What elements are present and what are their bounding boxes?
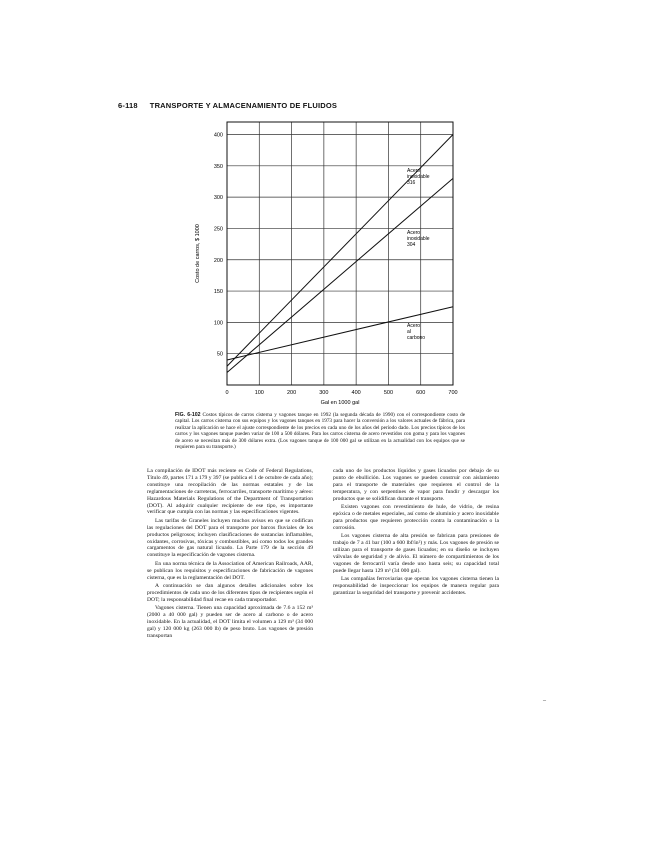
margin-mark: – [543, 698, 546, 704]
figure-caption-text: Costos típicos de carros cisterna y vagones tanque en 1992 (la segunda década de 1990) con el correspondiente costo de capital. Los carros cisterna con sus equipos y los vagones tanques en 1973 para hacer la conversión a los valores actuales de fábrica, para realizar la aplicación se hace el ajuste correspondiente de los precios en cada uno de los años del período dado. Los precios típicos de los carros y los vagones tanque pueden variar de 100 a 500 dólares. Para los carros cisterna de acero revestidos con goma y para los vagones de acero se necesitan más de 300 dólares extra. (Los vagones tanque de 100 000 gal se utilizan en la actualidad con los equipos que se requieren para su transporte.) [175, 412, 466, 451]
y-tick-label: 100 [213, 320, 223, 327]
series-label: Acero inoxidable 316 [407, 168, 430, 186]
x-tick-label: 600 [416, 390, 426, 396]
body-column-left [147, 468, 313, 641]
y-tick-label: 50 [216, 351, 223, 358]
x-axis-label: Gal en 1000 gal [320, 400, 360, 406]
x-tick-label: 300 [319, 390, 329, 396]
running-header [118, 101, 337, 110]
body-paragraph: En una norma técnica de la Association of American Railroads, AAR, se publican los requisitos y especificaciones de fabricación de vagones cisterna, que es la reglamentación del DOT. [147, 560, 313, 581]
x-tick-label: 500 [383, 390, 394, 396]
y-tick-label: 150 [213, 289, 223, 296]
running-title: TRANSPORTE Y ALMACENAMIENTO DE FLUIDOS [149, 101, 338, 110]
figure-caption [175, 412, 465, 450]
y-axis-label: Costo de carros, $ 1000 [195, 224, 201, 283]
x-tick-label: 700 [448, 390, 458, 396]
y-tick-label: 300 [213, 195, 223, 202]
series-label: Acero inoxidable 304 [407, 230, 430, 248]
x-tick-label: 0 [225, 390, 229, 396]
x-tick-label: 200 [286, 390, 297, 396]
body-paragraph: Vagones cisterna. Tienen una capacidad aproximada de 7.6 a 152 m³ (2000 a 40 000 gal) y pueden ser de acero al carbono o de acero inoxidable. En la actualidad, el DOT limita el volumen a 129 m³ (34 000 gal) y 120 000 kg (263 000 lb) de peso bruto. Los vagones de presión transportan [147, 605, 313, 639]
x-tick-label: 400 [351, 390, 361, 396]
body-paragraph: Existen vagones con revestimiento de hule, de vidrio, de resina epóxica o de metales especiales, así como de aluminio y acero inoxidable para productos que requieren protección contra la contaminación o la corrosión. [333, 504, 499, 531]
body-paragraph: Los vagones cisterna de alta presión se fabrican para presiones de trabajo de 7 a 41 bar (100 a 600 lbf/in²) y más. Los vagones de presión se utilizan para el transporte de gases licuados; en su diseño se incluyen válvulas de seguridad y de alivio. El número de compartimientos de los vagones de ferrocarril varía desde uno hasta seis; su capacidad total puede llegar hasta 129 m³ (34 000 gal). [333, 533, 499, 574]
cost-chart [175, 110, 465, 410]
x-tick-label: 100 [254, 390, 264, 396]
y-tick-label: 200 [213, 257, 223, 264]
series-line [227, 307, 453, 360]
body-paragraph: A continuación se dan algunos detalles adicionales sobre los procedimientos de cada uno de los diferentes tipos de recipientes según el DOT; la responsabilidad final recae en cada transportador. [147, 583, 313, 603]
body-column-right [333, 468, 499, 598]
chart-grid [227, 122, 453, 385]
series-line [227, 178, 453, 372]
y-tick-label: 350 [213, 163, 223, 170]
plot-frame [227, 122, 453, 385]
body-paragraph: cada uno de los productos líquidos y gases licuados por debajo de su punto de ebullición. Los vagones se pueden construir con aislamiento para el transporte de materiales que requieren el control de la temperatura, y con serpentines de vapor para fundir y descargar los productos que se solidifican durante el transporte. [333, 468, 499, 502]
y-tick-label: 400 [213, 132, 223, 139]
y-tick-label: 250 [213, 226, 223, 233]
series-label: Acero al carbono [407, 323, 426, 341]
figure-caption-label: FIG. 6-102 [175, 412, 201, 418]
body-paragraph: Las tarifas de Graneles incluyen muchos avisos en que se codifican las regulaciones del DOT para el transporte por barcos fluviales de los productos peligrosos; incluyen clasificaciones de sustancias inflamables, oxidantes, corrosivas, tóxicas y combustibles, así como todos los grandes cargamentos de gas natural licuado. La Parte 179 de la sección 49 constituye la especificación de vagones cisterna. [147, 517, 313, 559]
body-paragraph: Las compañías ferroviarias que operan los vagones cisterna tienen la responsabilidad de inspeccionar los equipos de manera regular para garantizar la seguridad del transporte y prevenir accidentes. [333, 576, 499, 596]
page-number: 6-118 [118, 101, 138, 110]
body-paragraph: La compilación de IDOT más reciente es Code of Federal Regulations, Título 49, partes 171 a 179 y 397 (se publica el 1 de octubre de cada año); constituye una recopilación de las normas estatales y de las reglamentaciones de carreteras, ferrocarriles, transporte marítimo y aéreo: Hazardous Materials Regulations of the Department of Transportation (DOT). Al adquirir cualquier recipiente de ese tipo, es importante verificar que cumpla con las normas y las especificaciones vigentes. [147, 468, 313, 516]
